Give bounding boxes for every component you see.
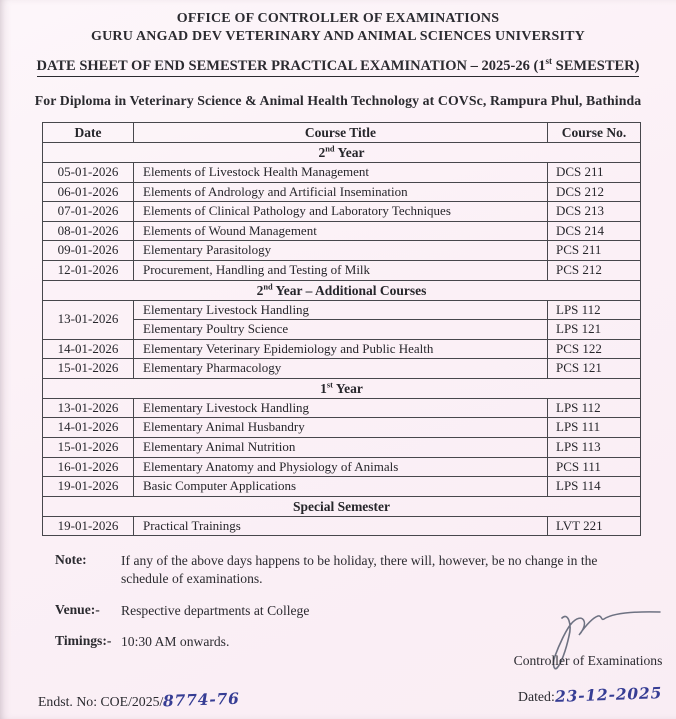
exam-date-cell: 13-01-2026 (43, 398, 134, 418)
exam-date-cell: 14-01-2026 (43, 339, 134, 359)
exam-date-cell: 08-01-2026 (43, 221, 134, 241)
office-name: OFFICE OF CONTROLLER OF EXAMINATIONS (176, 11, 500, 26)
course-row (43, 300, 641, 320)
course-no-cell: DCS 214 (548, 221, 641, 241)
course-title-cell: Elementary Veterinary Epidemiology and Public Health (134, 339, 548, 359)
exam-date-cell: 12-01-2026 (43, 260, 134, 280)
dated-printed-text: Dated: (518, 689, 555, 704)
course-no-cell: PCS 122 (548, 339, 641, 359)
letterhead (0, 10, 676, 45)
course-no-cell: LPS 112 (548, 398, 641, 418)
course-no-cell: PCS 121 (548, 359, 641, 379)
course-row (43, 418, 641, 438)
programme-subtitle: For Diploma in Veterinary Science & Animal Health Technology at COVSc, Rampura Phul, Bathinda (34, 93, 642, 108)
course-title-cell: Elementary Animal Husbandry (134, 418, 548, 438)
course-title-cell: Practical Trainings (134, 516, 548, 536)
exam-date-cell: 14-01-2026 (43, 418, 134, 438)
course-no-cell: PCS 211 (548, 241, 641, 261)
section-header-row (43, 280, 641, 300)
course-row (43, 516, 641, 536)
exam-date-cell: 15-01-2026 (43, 438, 134, 458)
course-row (43, 398, 641, 418)
course-no-cell: PCS 111 (548, 457, 641, 477)
endst-handwritten-number: 8774-76 (162, 688, 241, 711)
exam-date-cell: 13-01-2026 (43, 300, 134, 339)
timings-text: 10:30 AM onwards. (121, 634, 230, 650)
exam-date-cell: 09-01-2026 (43, 241, 134, 261)
section-label: Special Semester (43, 496, 641, 516)
course-row (43, 202, 641, 222)
course-title-cell: Elementary Poultry Science (134, 320, 548, 340)
course-title-cell: Elements of Clinical Pathology and Laboratory Techniques (134, 202, 548, 222)
course-title-cell: Basic Computer Applications (134, 477, 548, 497)
course-row (43, 221, 641, 241)
course-no-cell: LPS 112 (548, 300, 641, 320)
venue-label: Venue:- (55, 601, 100, 617)
endorsement-number (38, 688, 241, 711)
datesheet-table (42, 122, 641, 536)
table-header-row (43, 123, 641, 143)
course-row (43, 477, 641, 497)
exam-date-cell: 19-01-2026 (43, 477, 134, 497)
section-header-row (43, 143, 641, 163)
note-text: If any of the above days happens to be holiday, there will, however, be no change in the schedule of examinations. (121, 553, 598, 587)
title-text: DATE SHEET OF END SEMESTER PRACTICAL EXAMINATION – 2025-26 (1 (36, 58, 546, 74)
university-name: GURU ANGAD DEV VETERINARY AND ANIMAL SCIENCES UNIVERSITY (91, 28, 585, 44)
exam-date-cell: 06-01-2026 (43, 182, 134, 202)
course-no-cell: LVT 221 (548, 516, 641, 536)
course-row (43, 182, 641, 202)
course-row (43, 438, 641, 458)
course-no-cell: LPS 111 (548, 418, 641, 438)
course-title-cell: Elementary Parasitology (134, 241, 548, 261)
course-title-cell: Elementary Animal Nutrition (134, 438, 548, 458)
course-title-cell: Elements of Livestock Health Management (134, 163, 548, 183)
course-row (43, 260, 641, 280)
exam-date-cell: 19-01-2026 (43, 516, 134, 536)
course-no-cell: LPS 121 (548, 320, 641, 340)
column-header-course-title: Course Title (134, 123, 548, 143)
note-label: Note: (55, 552, 87, 567)
note-row (55, 552, 645, 589)
course-no-cell: PCS 212 (548, 260, 641, 280)
document-title (0, 58, 676, 75)
exam-date-cell: 05-01-2026 (43, 163, 134, 183)
section-label: 2nd Year – Additional Courses (43, 280, 641, 300)
course-row (43, 457, 641, 477)
course-title-cell: Elements of Andrology and Artificial Insemination (134, 182, 548, 202)
section-label: 1st Year (43, 378, 641, 398)
course-title-cell: Elementary Pharmacology (134, 359, 548, 379)
course-no-cell: LPS 114 (548, 477, 641, 497)
section-header-row (43, 496, 641, 516)
course-row (43, 163, 641, 183)
exam-date-cell: 15-01-2026 (43, 359, 134, 379)
title-superscript: st (545, 56, 553, 67)
course-row (43, 359, 641, 379)
course-no-cell: LPS 113 (548, 438, 641, 458)
endst-printed-text: Endst. No: COE/2025/ (38, 694, 164, 709)
course-title-cell: Elementary Anatomy and Physiology of Animals (134, 457, 548, 477)
course-title-cell: Procurement, Handling and Testing of Milk (134, 260, 548, 280)
column-header-course-no: Course No. (548, 123, 641, 143)
title-text-suffix: SEMESTER) (552, 58, 640, 74)
course-row (43, 339, 641, 359)
section-header-row (43, 378, 641, 398)
course-row (43, 241, 641, 261)
course-no-cell: DCS 213 (548, 202, 641, 222)
course-title-cell: Elementary Livestock Handling (134, 300, 548, 320)
dated-handwritten-date: 23-12-2025 (554, 683, 663, 706)
exam-date-cell: 16-01-2026 (43, 457, 134, 477)
venue-text: Respective departments at College (121, 602, 310, 618)
course-no-cell: DCS 211 (548, 163, 641, 183)
course-no-cell: DCS 212 (548, 182, 641, 202)
signatory-title: Controller of Examinations (513, 653, 663, 668)
course-title-cell: Elementary Livestock Handling (134, 398, 548, 418)
exam-date-cell: 07-01-2026 (43, 202, 134, 222)
course-title-cell: Elements of Wound Management (134, 221, 548, 241)
timings-label: Timings:- (55, 633, 112, 649)
column-header-date: Date (43, 123, 134, 143)
section-label: 2nd Year (43, 143, 641, 163)
dated-line (518, 683, 663, 706)
